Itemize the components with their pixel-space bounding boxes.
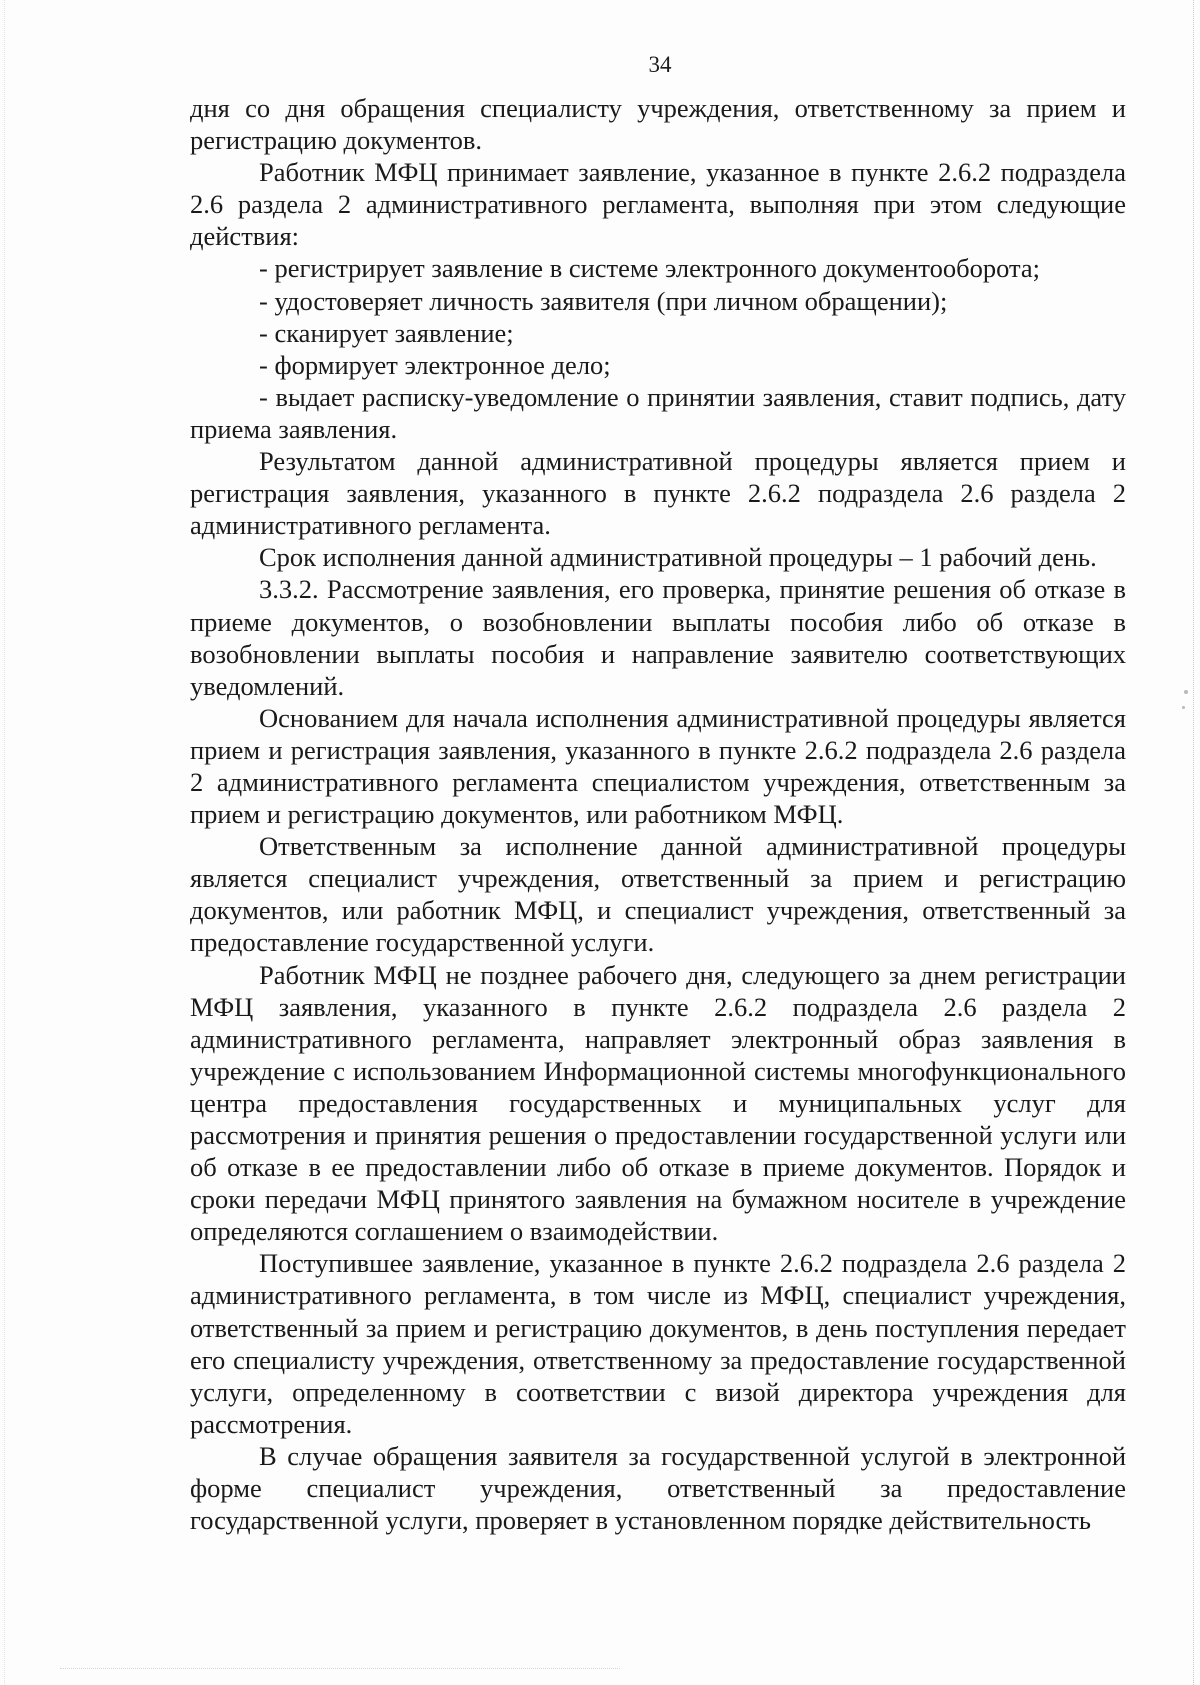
paragraph: Срок исполнения данной административной процедуры – 1 рабочий день. xyxy=(259,542,1097,573)
paragraph: Поступившее заявление, указанное в пункте 2.6.2 подраздела 2.6 раздела 2 административного регламента, в том числе из МФЦ, специалист учреждения, ответственный за прием и регистрацию документов, в день поступления передает его специалисту учреждения, ответственному за предоставление государственной услуги, определенному в соответствии с визой директора учреждения для рассмотрения. xyxy=(190,1248,1126,1439)
paragraph: Результатом данной административной процедуры является прием и регистрация заявления, указанного в пункте 2.6.2 подраздела 2.6 раздела 2 административного регламента. xyxy=(190,446,1126,541)
list-item: - регистрирует заявление в системе электронного документооборота; xyxy=(259,253,1041,284)
list-item: - формирует электронное дело; xyxy=(259,349,611,380)
scan-edge-left xyxy=(0,0,5,1685)
paragraph: В случае обращения заявителя за государственной услугой в электронной форме специалист учреждения, ответственный за предоставление государственной услуги, проверяет в установленном порядке действительность xyxy=(190,1440,1126,1536)
paragraph: Основанием для начала исполнения административной процедуры является прием и регистрация заявления, указанного в пункте 2.6.2 подраздела 2.6 раздела 2 административного регламента специалистом учреждения, ответственным за прием и регистрацию документов, или работником МФЦ. xyxy=(190,702,1126,830)
scan-edge-right xyxy=(1193,0,1200,1685)
section-heading-paragraph: 3.3.2. Рассмотрение заявления, его проверка, принятие решения об отказе в приеме документов, о возобновлении выплаты пособия либо об отказе в возобновлении выплаты пособия и направление заявителю соответствующих уведомлений. xyxy=(190,574,1126,701)
list-item: - удостоверяет личность заявителя (при личном обращении); xyxy=(259,285,948,316)
paragraph: Работник МФЦ принимает заявление, указанное в пункте 2.6.2 подраздела 2.6 раздела 2 административного регламента, выполняя при этом следующие действия: xyxy=(190,157,1126,252)
list-item: - выдает расписку-уведомление о принятии заявления, ставит подпись, дату приема заявления. xyxy=(190,381,1126,444)
paragraph-continuation: дня со дня обращения специалисту учреждения, ответственному за прием и регистрацию документов. xyxy=(190,93,1126,156)
paragraph: Ответственным за исполнение данной административной процедуры является специалист учреждения, ответственный за прием и регистрацию документов, или работник МФЦ, и специалист учреждения, ответственный за предоставление государственной услуги. xyxy=(190,831,1126,958)
page-number: 34 xyxy=(648,52,672,77)
paragraph: Работник МФЦ не позднее рабочего дня, следующего за днем регистрации МФЦ заявления, указанного в пункте 2.6.2 подраздела 2.6 раздела 2 административного регламента, направляет электронный образ заявления в учреждение с использованием Информационной системы многофункционального центра предоставления государственных и муниципальных услуг для рассмотрения и принятия решения о предоставлении государственной услуги или об отказе в ее предоставлении либо об отказе в приеме документов. Порядок и сроки передачи МФЦ принятого заявления на бумажном носителе в учреждение определяются соглашением о взаимодействии. xyxy=(190,959,1126,1247)
list-item: - сканирует заявление; xyxy=(259,317,514,348)
document-body xyxy=(190,92,1126,1536)
scan-speck xyxy=(1184,690,1188,694)
scan-noise-bottom xyxy=(60,1668,620,1671)
scan-speck xyxy=(1182,706,1185,709)
